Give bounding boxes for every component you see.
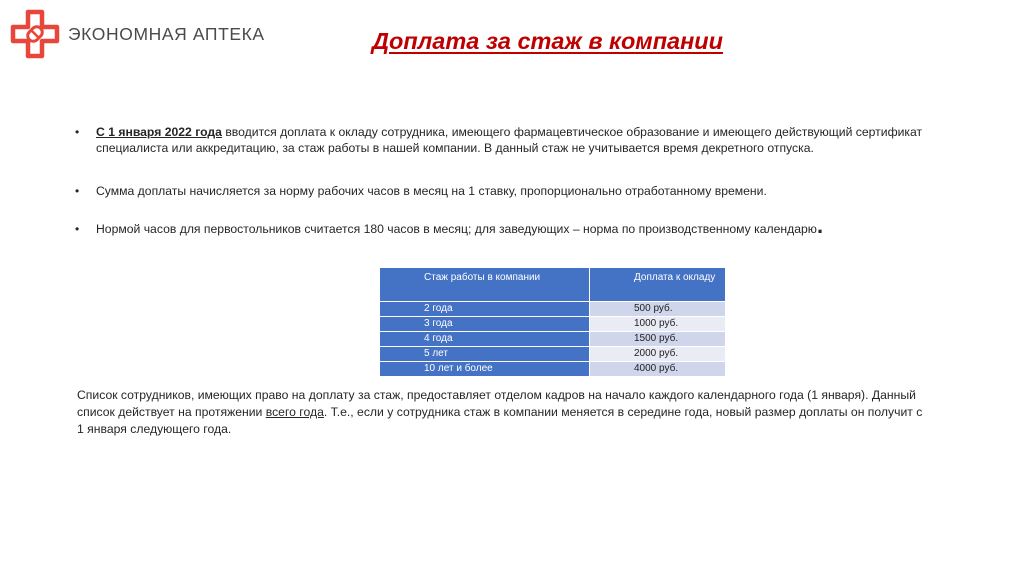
cell-amount: 2000 руб. xyxy=(590,347,726,362)
cell-amount: 4000 руб. xyxy=(590,362,726,377)
cell-years: 5 лет xyxy=(380,347,590,362)
table-row xyxy=(380,347,726,362)
bullet-marker: • xyxy=(75,184,80,198)
info-paragraph xyxy=(77,387,927,438)
table-header-row xyxy=(380,268,726,302)
paragraph-text-1: Список сотрудников, имеющих право на доплату за стаж, предоставляет отделом кадров на начало каждого календарного года (1 января). Данный список действует на протяжении xyxy=(77,388,916,419)
bullet-list xyxy=(75,124,955,238)
cell-amount: 1000 руб. xyxy=(590,317,726,332)
table-row xyxy=(380,302,726,317)
bullet-text: Нормой часов для первостольников считается 180 часов в месяц; для заведующих – норма по производственному календарю xyxy=(96,222,817,236)
cell-years: 10 лет и более xyxy=(380,362,590,377)
bonus-table-wrapper xyxy=(379,267,726,377)
bullet-marker: • xyxy=(75,125,80,139)
bullet-end-period: . xyxy=(816,213,824,238)
table-row xyxy=(380,362,726,377)
pharmacy-cross-icon xyxy=(10,9,60,59)
cell-years: 3 года xyxy=(380,317,590,332)
cell-amount: 500 руб. xyxy=(590,302,726,317)
brand-logo xyxy=(10,9,265,59)
cell-amount: 1500 руб. xyxy=(590,332,726,347)
header-bonus: Доплата к окладу xyxy=(590,268,726,302)
bullet-item xyxy=(75,183,976,199)
paragraph-text-2: . Т.е., если у сотрудника стаж в компании меняется в середине года, новый размер доплаты он получит с 1 января следующего года. xyxy=(77,405,923,436)
table-row xyxy=(380,332,726,347)
paragraph-underlined: всего года xyxy=(265,405,324,419)
page-title: Доплата за стаж в компании xyxy=(372,28,724,54)
bullet-lead: С 1 января 2022 года xyxy=(96,125,222,139)
bullet-text: Сумма доплаты начисляется за норму рабочих часов в месяц на 1 ставку, пропорционально отработанному времени. xyxy=(96,184,767,198)
bullet-marker: • xyxy=(75,222,80,236)
cell-years: 4 года xyxy=(380,332,590,347)
bullet-item xyxy=(75,213,976,238)
bonus-table xyxy=(379,267,726,377)
bullet-item xyxy=(75,124,955,156)
table-row xyxy=(380,317,726,332)
cell-years: 2 года xyxy=(380,302,590,317)
header-experience: Стаж работы в компании xyxy=(380,268,590,302)
bullet-text: вводится доплата к окладу сотрудника, имеющего фармацевтическое образование и имеющего действующий сертификат специалиста или аккредитацию, за стаж работы в нашей компании. В данный стаж не учитывается время декретного отпуска. xyxy=(96,125,923,155)
brand-name: ЭКОНОМНАЯ АПТЕКА xyxy=(68,23,265,44)
